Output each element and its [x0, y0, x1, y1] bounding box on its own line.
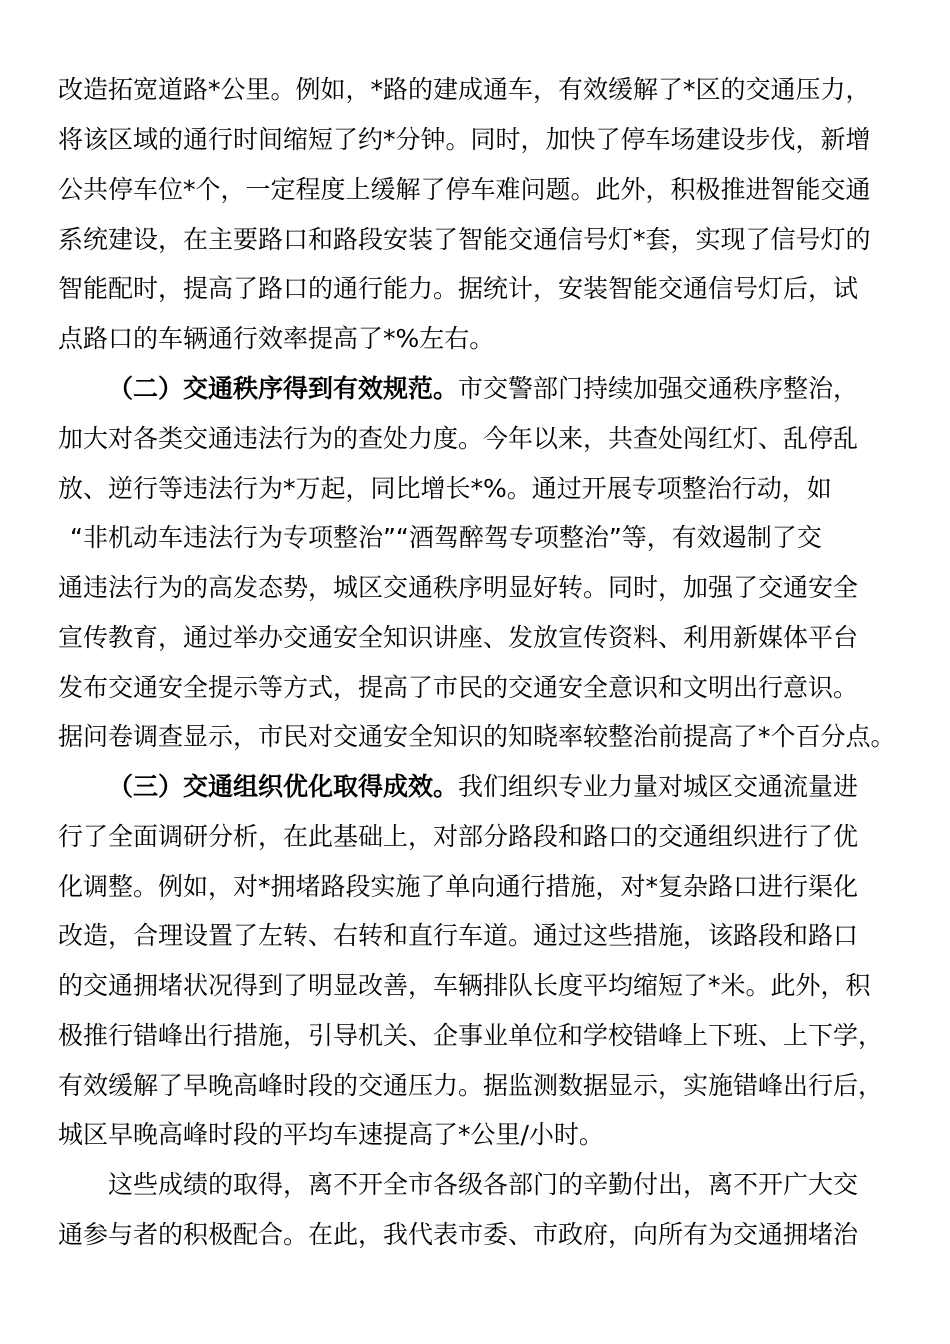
text-line: 改造拓宽道路*公里。例如，*路的建成通车，有效缓解了*区的交通压力，: [58, 75, 871, 104]
text-line: 的交通拥堵状况得到了明显改善，车辆排队长度平均缩短了*米。此外，积: [58, 971, 871, 1000]
section-heading-3: （三）交通组织优化取得成效。: [108, 772, 459, 801]
paragraph-2-first-line: [108, 372, 858, 406]
text-line: 加大对各类交通违法行为的查处力度。今年以来，共查处闯红灯、乱停乱: [58, 424, 859, 453]
text-line: 系统建设，在主要路口和路段安装了智能交通信号灯*套，实现了信号灯的: [58, 225, 871, 254]
text-line: 城区早晚高峰时段的平均车速提高了*公里/小时。: [58, 1120, 604, 1149]
text-line: 发布交通安全提示等方式，提高了市民的交通安全意识和文明出行意识。: [58, 673, 859, 702]
text-line: 改造，合理设置了左转、右转和直行车道。通过这些措施，该路段和路口: [58, 921, 859, 950]
text-line: 我们组织专业力量对城区交通流量进: [458, 772, 859, 801]
text-line: 市交警部门持续加强交通秩序整治，: [458, 374, 859, 403]
text-line: 宣传教育，通过举办交通安全知识讲座、发放宣传资料、利用新媒体平台: [58, 623, 859, 652]
section-heading-2: （二）交通秩序得到有效规范。: [108, 374, 459, 403]
text-line: 这些成绩的取得，离不开全市各级各部门的辛勤付出，离不开广大交: [108, 1170, 859, 1199]
text-line: 将该区域的通行时间缩短了约*分钟。同时，加快了停车场建设步伐，新增: [58, 125, 871, 154]
paragraph-3-first-line: [108, 770, 858, 804]
text-line: 据问卷调查显示，市民对交通安全知识的知晓率较整治前提高了*个百分点。: [58, 722, 896, 751]
text-line: 有效缓解了早晚高峰时段的交通压力。据监测数据显示，实施错峰出行后，: [58, 1071, 884, 1100]
text-line: 通违法行为的高发态势，城区交通秩序明显好转。同时，加强了交通安全: [58, 573, 859, 602]
text-line: 放、逆行等违法行为*万起，同比增长*%。通过开展专项整治行动，如: [58, 474, 832, 503]
text-line: 智能配时，提高了路口的通行能力。据统计，安装智能交通信号灯后，试: [58, 274, 859, 303]
text-line: 点路口的车辆通行效率提高了*%左右。: [58, 324, 495, 353]
text-line: 行了全面调研分析，在此基础上，对部分路段和路口的交通组织进行了优: [58, 822, 859, 851]
text-line: “非机动车违法行为专项整治”“酒驾醉驾专项整治”等，有效遏制了交: [70, 523, 822, 552]
text-line: 极推行错峰出行措施，引导机关、企事业单位和学校错峰上下班、上下学，: [58, 1021, 884, 1050]
text-line: 公共停车位*个，一定程度上缓解了停车难问题。此外，积极推进智能交通: [58, 175, 871, 204]
text-line: 通参与者的积极配合。在此，我代表市委、市政府，向所有为交通拥堵治: [58, 1220, 859, 1249]
text-line: 化调整。例如，对*拥堵路段实施了单向通行措施，对*复杂路口进行渠化: [58, 872, 859, 901]
